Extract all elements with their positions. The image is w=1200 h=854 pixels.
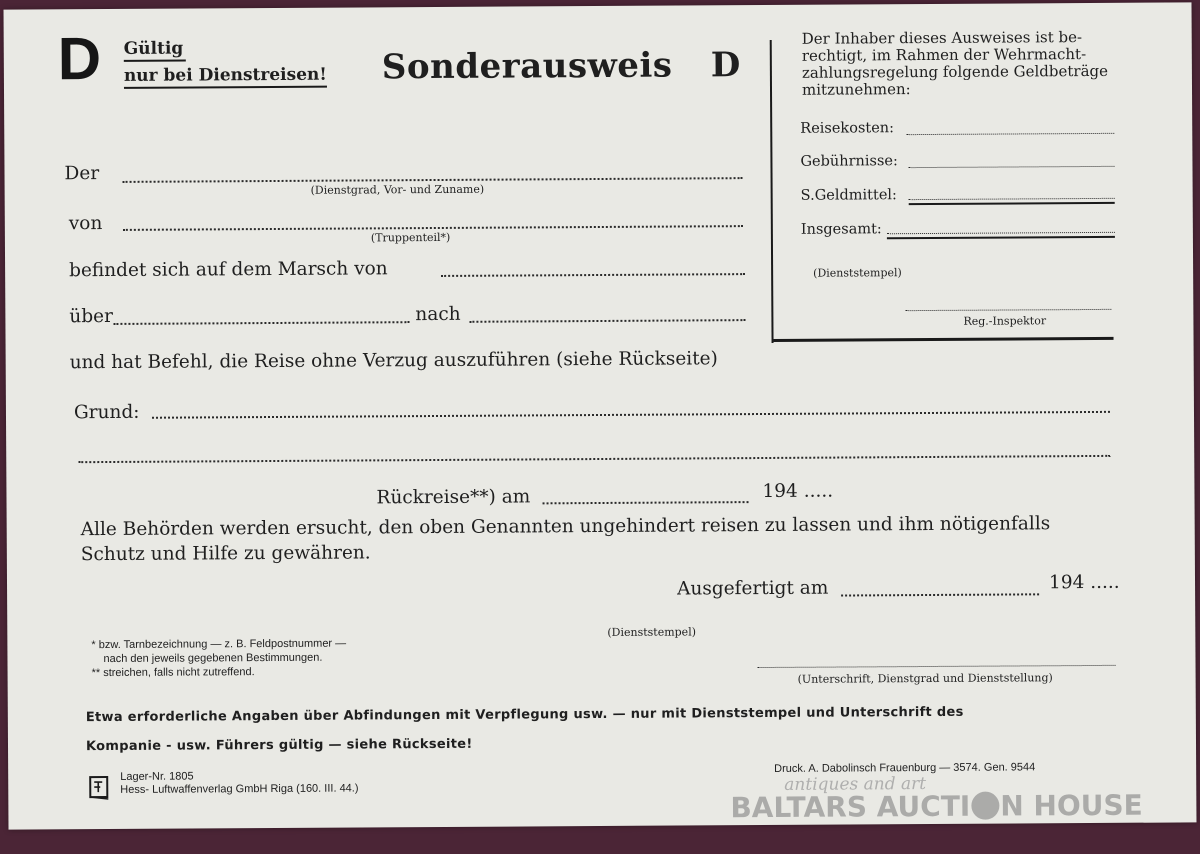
stock-number: Lager-Nr. 1805 [120,770,194,783]
document-title [382,45,741,87]
von-label: von [68,213,103,235]
grund-label: Grund: [73,401,140,424]
der-label: Der [64,163,100,185]
march-label: befindet sich auf dem Marsch von [69,258,388,282]
via-field-line[interactable] [113,321,409,325]
reason-field-line[interactable] [152,411,1110,419]
validity-line1: Gültig [124,39,186,62]
watermark-subtitle: antiques and art [784,774,927,795]
authorities-line1: Alle Behörden werden ersucht, den oben Genannten ungehindert reisen zu lassen und ihm nötigenfalls [80,513,1051,541]
issued-year-suffix: ..... [1090,571,1120,594]
return-year [762,481,833,502]
issued-label: Ausgefertigt am [676,577,829,600]
march-from-field-line[interactable] [441,273,745,277]
issued-date-field-line[interactable] [841,593,1039,596]
fees-field-line[interactable] [908,166,1114,168]
big-letter-d: D [57,25,102,93]
total-field-line[interactable] [887,232,1115,234]
nach-label: nach [415,303,461,326]
box-intro-line2: rechtigt, im Rahmen der Wehrmacht- [801,45,1087,65]
document-sheet [4,2,1197,829]
notice-line1: Etwa erforderliche Angaben über Abfindungen mit Verpflegung usw. — nur mit Dienststempel und Unterschrift des [85,704,964,726]
validity-note [124,38,327,89]
return-date-field-line[interactable] [543,501,749,504]
total-underline [887,236,1115,239]
special-funds-field-line[interactable] [909,198,1115,200]
title-letter: D [710,45,741,86]
stamp-placeholder: (Dienststempel) [607,625,697,639]
name-hint: (Dienstgrad, Vor- und Zuname) [310,182,485,197]
authorities-line2: Schutz und Hilfe zu gewähren. [80,542,371,566]
ueber-label: über [69,305,114,328]
issued-year [1049,572,1120,593]
inspector-signature-line[interactable] [905,309,1111,311]
total-label: Insgesamt: [800,221,882,238]
box-intro [802,29,1108,99]
footnote-1-line1: * bzw. Tarnbezeichnung — z. B. Feldpostnummer — [91,637,347,652]
box-stamp-placeholder: (Dienststempel) [813,266,902,280]
box-intro-line3: zahlungsregelung folgende Geldbeträge [801,61,1109,82]
travel-costs-field-line[interactable] [906,133,1114,135]
validity-line2: nur bei Dienstreisen! [124,65,327,89]
notice-line2: Kompanie - usw. Führers gültig — siehe Rückseite! [85,736,473,755]
watermark-brand-part1: BALTARS AUCTI [730,789,971,825]
issued-year-prefix: 194 [1048,572,1085,594]
footnote-1-line2: nach den jeweils gegebenen Bestimmungen. [103,651,323,666]
inspector-label: Reg.-Inspektor [963,314,1047,328]
box-divider-horizontal [774,337,1114,342]
signature-field-line[interactable] [758,665,1116,668]
order-text: und hat Befehl, die Reise ohne Verzug auszuführen (siehe Rückseite) [69,348,718,374]
return-label: Rückreise**) am [376,486,531,509]
publisher-line: Hess- Luftwaffenverlag GmbH Riga (160. III. 44.) [120,782,359,796]
watermark-brand [730,789,1143,825]
watermark-brand-part2: N HOUSE [1000,788,1143,823]
reason-field-line-2[interactable] [78,455,1110,463]
box-divider-vertical [770,40,774,343]
printer-line: Druck. A. Dabolinsch Frauenburg — 3574. Gen. 9544 [774,761,1036,775]
title-text: Sonderausweis [381,45,673,88]
publisher-logo-icon [88,775,110,801]
return-year-suffix: ..... [803,480,834,502]
special-funds-label: S.Geldmittel: [800,187,897,204]
to-field-line[interactable] [469,319,745,323]
travel-costs-label: Reisekosten: [800,120,895,137]
fees-label: Gebührnisse: [800,153,898,170]
box-intro-line1: Der Inhaber dieses Ausweises ist be- [801,28,1083,48]
special-funds-underline [909,202,1115,205]
unit-hint: (Truppenteil*) [370,230,451,245]
watermark-emblem-icon [971,792,999,820]
return-year-prefix: 194 [762,480,798,503]
signature-hint: (Unterschrift, Dienstgrad und Dienststellung) [797,671,1053,686]
box-intro-line4: mitzunehmen: [801,80,911,99]
footnote-2: ** streichen, falls nicht zutreffend. [91,666,255,680]
